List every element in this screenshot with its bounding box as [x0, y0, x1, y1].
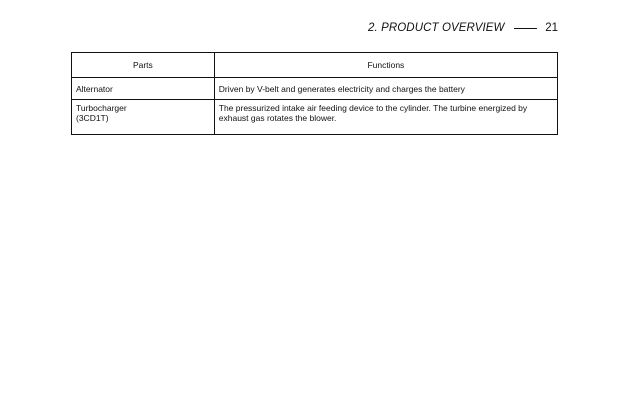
function-cell — [214, 100, 557, 135]
function-text: Driven by V-belt and generates electricity and charges the battery — [218, 83, 465, 94]
parts-functions-table — [71, 52, 558, 135]
part-name: Alternator — [76, 83, 113, 94]
part-model: (3CD1T) — [76, 113, 109, 123]
table-row — [72, 78, 558, 100]
table-row — [72, 100, 558, 135]
function-text: The pressurized intake air feeding device to the cylinder. The turbine energized by — [218, 103, 528, 113]
column-header-parts: Parts — [72, 53, 215, 78]
function-text: exhaust gas rotates the blower. — [218, 113, 337, 123]
column-header-functions: Functions — [214, 53, 557, 78]
part-cell — [72, 78, 215, 100]
page-header — [368, 20, 558, 36]
part-cell — [72, 100, 215, 135]
section-title: 2. PRODUCT OVERVIEW — [368, 22, 505, 34]
part-name: Turbocharger — [76, 103, 127, 113]
table-header-row — [72, 53, 558, 78]
function-cell — [214, 78, 557, 100]
header-divider — [514, 28, 538, 29]
page-number: 21 — [545, 22, 558, 34]
